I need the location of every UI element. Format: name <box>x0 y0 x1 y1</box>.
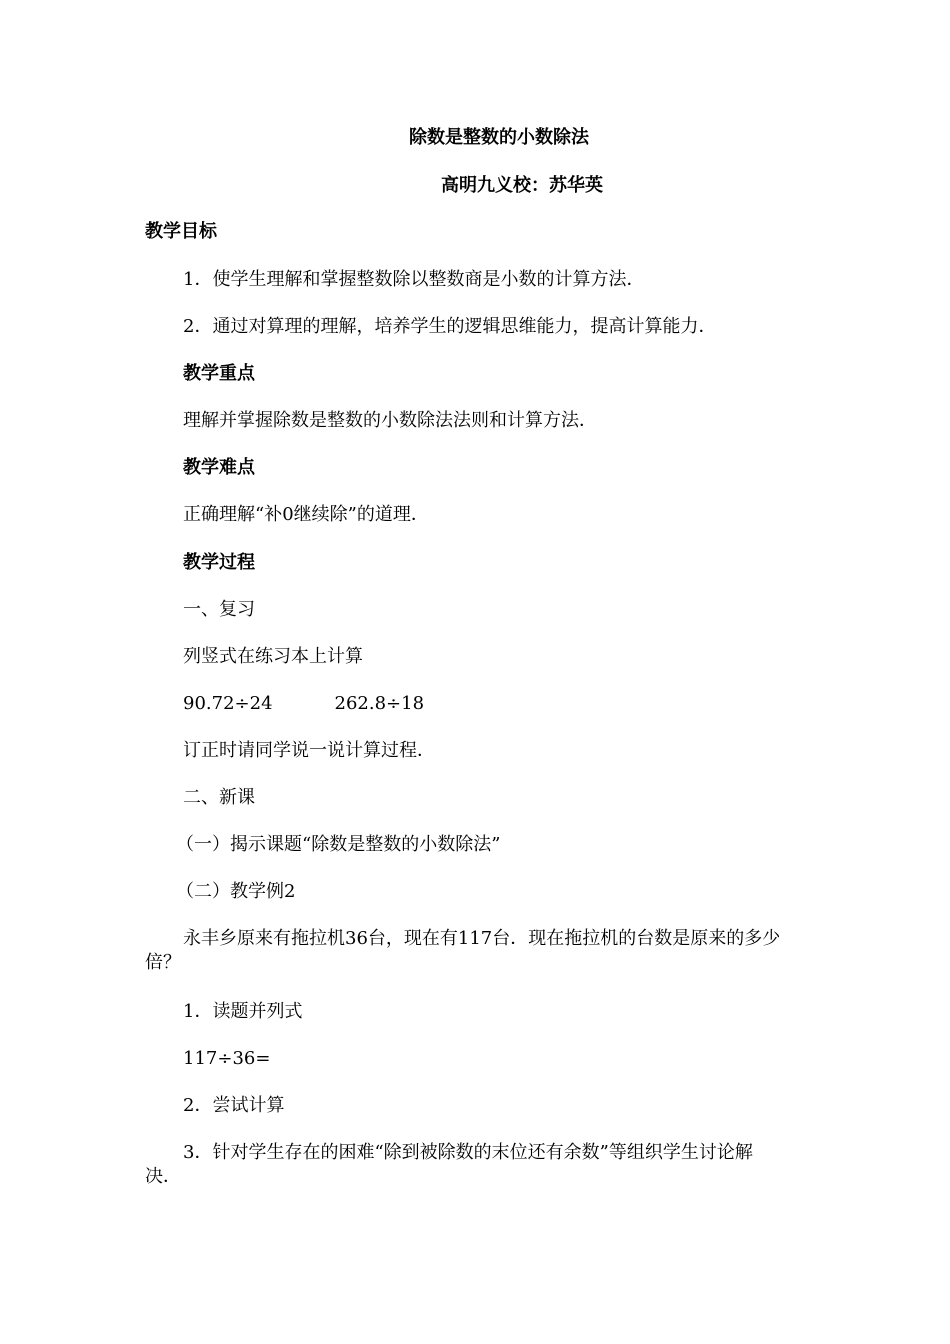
step-3-line-2: 决． <box>145 1166 181 1187</box>
example-problem-line-1: 永丰乡原来有拖拉机36台，现在有117台．现在拖拉机的台数是原来的多少 <box>183 928 781 949</box>
review-expression-2: 262.8÷18 <box>334 693 425 714</box>
review-instruction: 列竖式在练习本上计算 <box>183 646 363 667</box>
document-title: 除数是整数的小数除法 <box>409 127 589 148</box>
new-lesson-item-2: （二）教学例2 <box>176 881 296 902</box>
document-author: 高明九义校：苏华英 <box>441 175 603 196</box>
key-points-heading: 教学重点 <box>183 363 255 384</box>
review-heading: 一、复习 <box>183 599 255 620</box>
review-expression-1: 90.72÷24 <box>183 693 273 714</box>
process-heading: 教学过程 <box>183 552 255 573</box>
example-problem-line-2: 倍？ <box>145 952 181 973</box>
step-1-expression: 117÷36= <box>183 1048 271 1069</box>
review-expressions <box>183 692 424 716</box>
goal-item-1: 1．使学生理解和掌握整数除以整数商是小数的计算方法． <box>183 269 645 290</box>
example-problem <box>145 927 780 975</box>
key-points-text: 理解并掌握除数是整数的小数除法法则和计算方法． <box>183 410 597 431</box>
new-lesson-heading: 二、新课 <box>183 787 255 808</box>
goal-item-2: 2．通过对算理的理解，培养学生的逻辑思维能力，提高计算能力． <box>183 316 717 337</box>
step-2: 2．尝试计算 <box>183 1095 285 1116</box>
goals-heading: 教学目标 <box>145 221 217 242</box>
difficulty-text: 正确理解“补0继续除”的道理． <box>183 504 429 525</box>
step-3-line-1: 3．针对学生存在的困难“除到被除数的末位还有余数”等组织学生讨论解 <box>183 1142 753 1163</box>
difficulty-heading: 教学难点 <box>183 457 255 478</box>
review-note: 订正时请同学说一说计算过程． <box>183 740 435 761</box>
step-1: 1．读题并列式 <box>183 1001 303 1022</box>
new-lesson-item-1: （一）揭示课题“除数是整数的小数除法” <box>176 834 501 855</box>
step-3 <box>145 1141 753 1189</box>
